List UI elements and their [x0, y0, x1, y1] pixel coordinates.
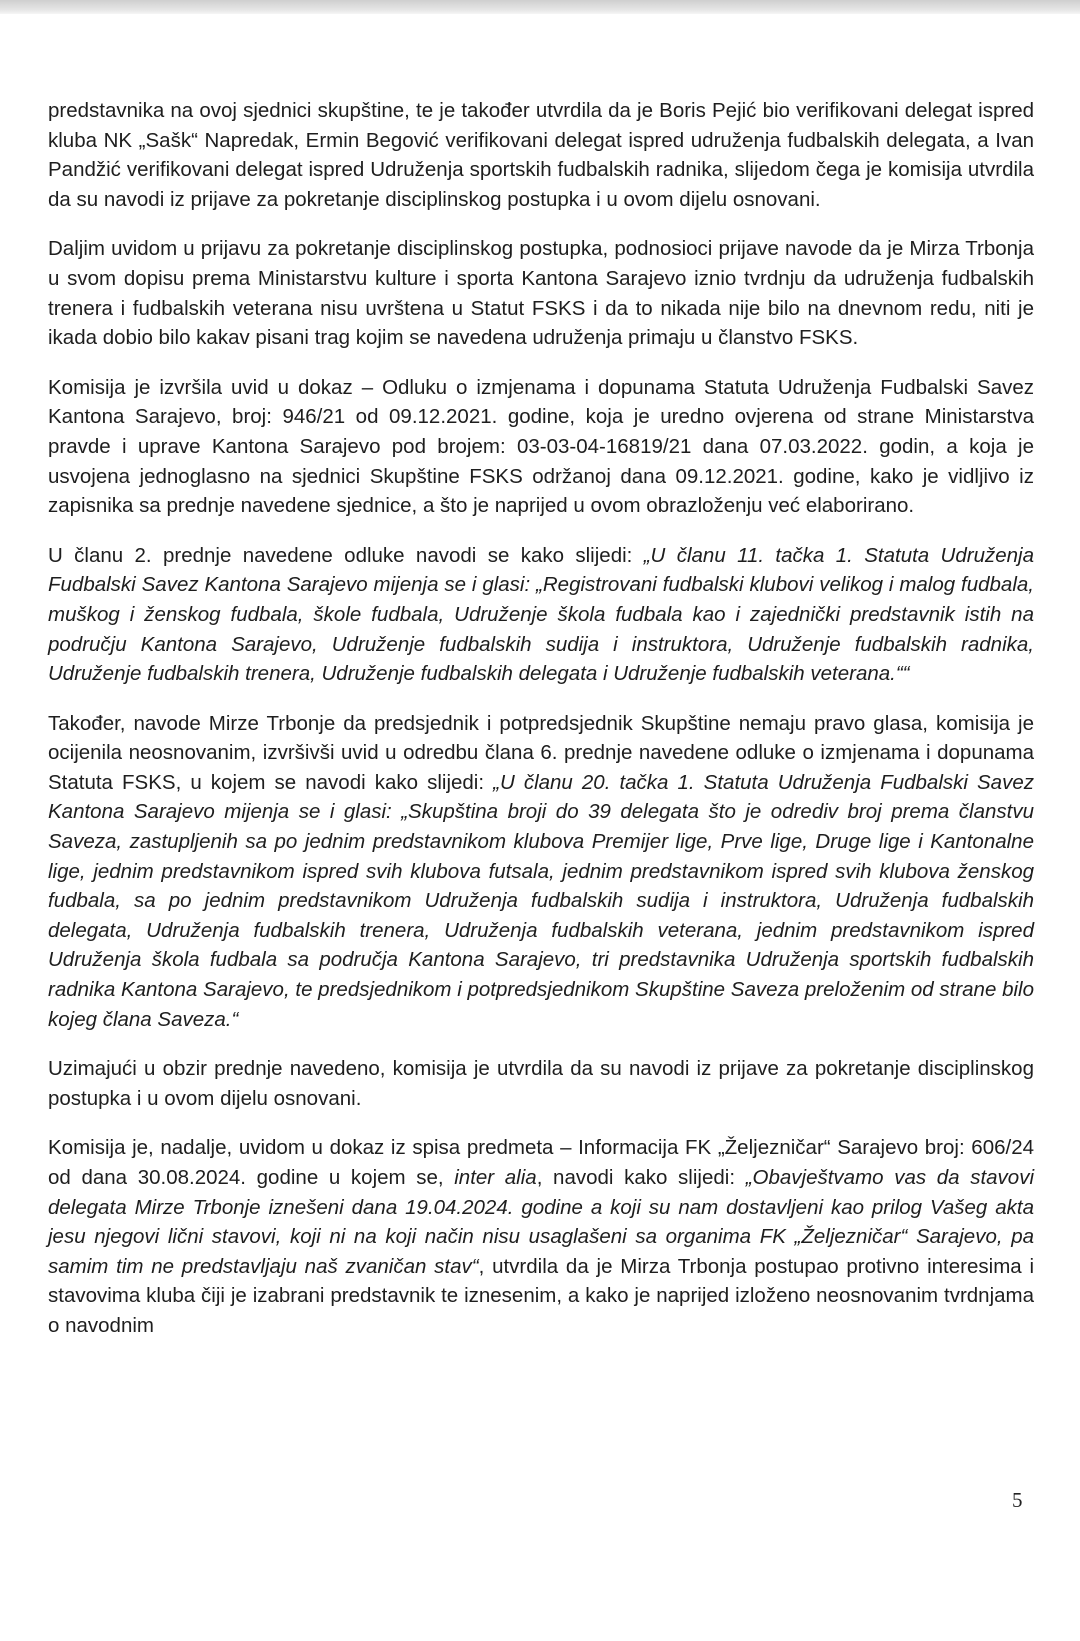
paragraph-text: Uzimajući u obzir prednje navedeno, komisija je utvrdila da su navodi iz prijave za pokretanje disciplinskog postupka i u ovom dijelu osnovani.	[48, 1057, 1034, 1110]
paragraph-text: Također, navode Mirze Trbonje da predsjednik i potpredsjednik Skupštine nemaju pravo glasa, komisija je ocijenila neosnovanim, izvršivši uvid u odredbu člana 6. prednje navedene odluke o izmjenama i dopunama Statuta FSKS, u kojem se navodi kako slijedi:	[48, 711, 1034, 794]
document-paragraph	[48, 541, 1034, 689]
document-paragraph	[48, 1133, 1034, 1340]
paragraph-text: , navodi kako slijedi:	[536, 1166, 746, 1189]
page-number: 5	[1012, 1488, 1023, 1512]
top-edge-shadow	[0, 0, 1080, 14]
paragraph-text: Komisija je, nadalje, uvidom u dokaz iz spisa predmeta – Informacija FK „Željezničar“ Sarajevo broj: 606/24 od dana 30.08.2024. godine u kojem se,	[48, 1136, 1034, 1189]
paragraph-text: , utvrdila da je Mirza Trbonja postupao protivno interesima i stavovima kluba čiji je izabrani predstavnik te iznesenim, a kako je naprijed izloženo neosnovanim tvrdnjama o navodnim	[48, 1254, 1034, 1337]
document-paragraph	[48, 234, 1034, 352]
quoted-text: „U članu 11. tačka 1. Statuta Udruženja Fudbalski Savez Kantona Sarajevo mijenja se i glasi: „Registrovani fudbalski klubovi velikog i malog fudbala, muškog i ženskog fudbala, škole fudbala, Udruženje škola fudbala kao i zajednički predstavnik istih na području Kantona Sarajevo, Udruženje fudbalskih sudija i instruktora, Udruženje fudbalskih radnika, Udruženje fudbalskih trenera, Udruženje fudbalskih delegata i Udruženje fudbalskih veterana.““	[48, 543, 1035, 686]
document-paragraph	[48, 96, 1034, 214]
document-paragraph	[48, 709, 1034, 1035]
document-paragraph	[48, 373, 1034, 521]
document-paragraph	[48, 1054, 1034, 1113]
paragraph-text: U članu 2. prednje navedene odluke navodi se kako slijedi:	[48, 543, 644, 567]
paragraph-text: Komisija je izvršila uvid u dokaz – Odluku o izmjenama i dopunama Statuta Udruženja Fudbalski Savez Kantona Sarajevo, broj: 946/21 od 09.12.2021. godine, koja je uredno ovjerena od strane Ministarstva pravde i uprave Kantona Sarajevo pod brojem: 03-03-04-16819/21 dana 07.03.2022. godin, a koja je usvojena jednoglasno na sjednici Skupštine FSKS održanoj dana 09.12.2021. godine, kako je vidljivo iz zapisnika sa prednje navedene sjednice, a što je naprijed u ovom obrazloženju već elaborirano.	[48, 375, 1034, 518]
quoted-text: „Obavještvamo vas da stavovi delegata Mirze Trbonje iznešeni dana 19.04.2024. godine a koji su nam dostavljeni kao prilog Vašeg akta jesu njegovi lični stavovi, koji ni na koji način nisu usaglašeni sa organima FK „Željezničar“ Sarajevo, pa samim tim ne predstavljaju naš zvaničan stav“	[48, 1166, 1034, 1278]
quoted-text: inter alia	[454, 1166, 537, 1189]
document-body	[48, 96, 1034, 1361]
paragraph-text: Daljim uvidom u prijavu za pokretanje disciplinskog postupka, podnosioci prijave navode da je Mirza Trbonja u svom dopisu prema Ministarstvu kulture i sporta Kantona Sarajevo iznio tvrdnju da udruženja fudbalskih trenera i fudbalskih veterana nisu uvrštena u Statut FSKS i da to nikada nije bilo na dnevnom redu, niti je ikada dobio bilo kakav pisani trag kojim se navedena udruženja primaju u članstvo FSKS.	[48, 237, 1034, 350]
paragraph-text: predstavnika na ovoj sjednici skupštine, te je također utvrdila da je Boris Pejić bio verifikovani delegat ispred kluba NK „Sašk“ Napredak, Ermin Begović verifikovani delegat ispred udruženja fudbalskih delegata, a Ivan Pandžić verifikovani delegat ispred Udruženja sportskih fudbalskih radnika, slijedom čega je komisija utvrdila da su navodi iz prijave za pokretanje disciplinskog postupka i u ovom dijelu osnovani.	[48, 99, 1034, 211]
quoted-text: „U članu 20. tačka 1. Statuta Udruženja Fudbalski Savez Kantona Sarajevo mijenja se i glasi: „Skupština broji do 39 delegata što je odrediv broj prema članstvu Saveza, zastupljenih sa po jednim predstavnikom klubova Premijer lige, Prve lige, Druge lige i Kantonalne lige, jednim predstavnikom ispred svih klubova futsala, jednim predstavnikom ispred svih klubova ženskog fudbala, sa po jednim predstavnikom Udruženja fudbalskih sudija i instruktora, Udruženja fudbalskih delegata, Udruženja fudbalskih trenera, Udruženja fudbalskih veterana, jednim predstavnikom ispred Udruženja škola fudbala sa područja Kantona Sarajevo, tri predstavnika Udruženja sportskih fudbalskih radnika Kantona Sarajevo, te predsjednikom i potpredsjednikom Skupštine Saveza preloženim od strane bilo kojeg člana Saveza.“	[48, 770, 1034, 1031]
